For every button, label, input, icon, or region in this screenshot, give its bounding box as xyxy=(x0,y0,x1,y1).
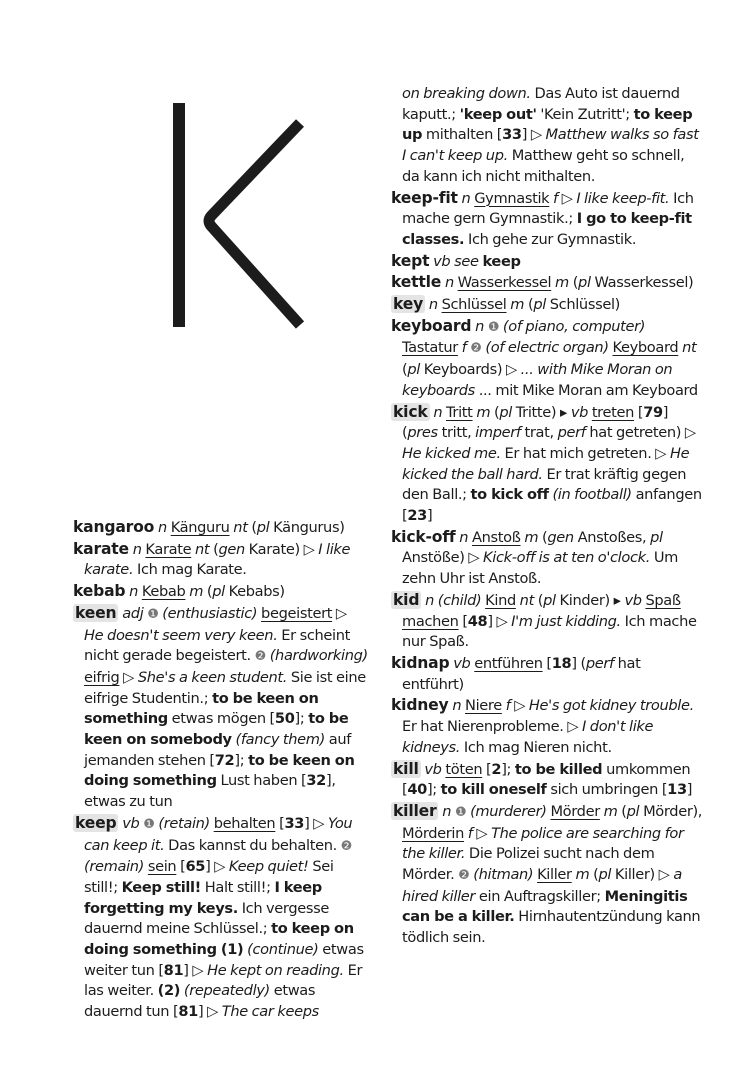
sense-number: ❷ xyxy=(340,838,352,854)
text: ▷ xyxy=(514,697,529,715)
phrase: keep xyxy=(482,252,521,270)
italic-text: n xyxy=(438,802,455,820)
italic-text: n xyxy=(441,274,458,292)
italic-text: The police are searching for the killer. xyxy=(402,824,684,863)
dictionary-entry xyxy=(391,527,703,590)
italic-text: pl xyxy=(407,361,424,379)
text: ] xyxy=(686,781,693,799)
headword: keep-fit xyxy=(391,188,458,207)
italic-text: nt xyxy=(678,339,697,357)
phrase: 2 xyxy=(491,760,502,778)
italic-text: m xyxy=(551,274,573,292)
text: tritt, xyxy=(441,424,476,442)
text: umkommen [ xyxy=(402,760,691,799)
text: Ich mache nur Spaß. xyxy=(402,612,697,651)
italic-text: n xyxy=(429,403,447,421)
text: mithalten [ xyxy=(422,126,503,144)
text: Ich gehe zur Gymnastik. xyxy=(464,230,637,248)
headword-highlighted: kill xyxy=(393,759,419,778)
text: ( xyxy=(402,361,408,379)
italic-text: pl xyxy=(626,802,644,820)
italic-text: nt xyxy=(229,519,252,536)
italic-text: (of electric organ) xyxy=(481,339,613,357)
text: Er hat Nierenprobleme. ▷ xyxy=(402,718,583,736)
text: ] ( xyxy=(571,654,586,672)
sense-number: ❶ xyxy=(454,804,467,820)
text: ]; xyxy=(294,710,309,728)
text: Um zehn Uhr ist Anstoß. xyxy=(402,549,679,588)
italic-text: perf xyxy=(585,654,618,672)
translation: behalten xyxy=(213,814,276,832)
translation: begeistert xyxy=(261,604,333,622)
text: ] ▷ xyxy=(197,1003,222,1021)
text: Keyboards) ▷ xyxy=(423,361,521,379)
text: Kinder) ▸ xyxy=(559,591,625,609)
headword: kidnap xyxy=(391,653,450,672)
phrase: to keep on doing something (1) xyxy=(84,920,354,959)
dictionary-entry xyxy=(73,603,369,813)
italic-text: m xyxy=(506,296,528,314)
italic-text: vb xyxy=(449,654,475,672)
phrase: 79 xyxy=(643,403,663,421)
dictionary-entry xyxy=(391,272,703,294)
italic-text: gen xyxy=(218,540,249,558)
phrase: to kill oneself xyxy=(440,781,547,799)
italic-text: n xyxy=(448,697,466,715)
italic-text: I like keep-fit. xyxy=(576,189,670,207)
text: Er scheint nicht gerade begeistert. xyxy=(84,626,351,665)
sense-number: ❷ xyxy=(458,868,470,884)
italic-text: vb xyxy=(624,591,646,609)
translation: Tritt xyxy=(446,403,473,421)
italic-text: f xyxy=(501,697,515,715)
italic-text: n xyxy=(125,583,142,601)
italic-text: n xyxy=(425,296,442,314)
italic-text: gen xyxy=(547,528,578,546)
text: ... mit Mike Moran am Keyboard xyxy=(474,381,698,399)
phrase: 18 xyxy=(551,654,572,672)
translation: Kind xyxy=(485,591,516,609)
italic-text: imperf xyxy=(475,424,525,442)
text: Ich mag Nieren nicht. xyxy=(460,738,612,756)
italic-text: vb xyxy=(570,403,592,421)
italic-text: He doesn't seem very keen. xyxy=(84,626,278,644)
italic-text: m xyxy=(472,403,494,421)
text: ▷ xyxy=(561,189,577,207)
text: hat getreten) ▷ xyxy=(589,424,696,442)
left-column xyxy=(73,517,369,1023)
italic-text: vb xyxy=(420,760,446,778)
text: Mörder), xyxy=(643,802,703,820)
text: Er las weiter. xyxy=(84,961,363,1000)
italic-text: n xyxy=(455,528,472,546)
italic-text: n xyxy=(154,519,171,536)
italic-text: pl xyxy=(598,866,615,884)
phrase: 33 xyxy=(284,814,305,832)
translation: Anstoß xyxy=(471,528,521,546)
phrase: to be killed xyxy=(514,760,603,778)
phrase: to be keen on something xyxy=(84,689,319,728)
sense-number: ❷ xyxy=(470,341,482,357)
text: Das kannst du behalten. xyxy=(164,836,341,854)
translation: Schlüssel xyxy=(441,296,507,314)
translation: Niere xyxy=(465,697,502,715)
italic-text: ... with Mike Moran on keyboards xyxy=(402,361,673,399)
italic-text: f xyxy=(464,824,477,842)
text: ( xyxy=(251,519,257,536)
translation: Mörder xyxy=(550,802,600,820)
headword: kangaroo xyxy=(73,518,155,536)
phrase: to be keen on doing something xyxy=(84,751,355,790)
text: [ xyxy=(458,612,468,630)
italic-text: vb xyxy=(118,814,144,832)
dictionary-entry xyxy=(391,251,703,273)
phrase: 81 xyxy=(163,961,184,979)
italic-text: perf xyxy=(557,424,590,442)
translation: Karate xyxy=(145,540,192,558)
text: Sei still!; xyxy=(84,858,334,896)
text: ( xyxy=(206,583,213,601)
italic-text: He kept on reading. xyxy=(207,961,344,979)
dictionary-entry xyxy=(391,188,703,251)
text: ▷ xyxy=(332,604,347,622)
phrase: to kick off xyxy=(470,486,549,504)
text: etwas dauernd tun [ xyxy=(84,982,316,1021)
italic-text: (retain) xyxy=(154,814,214,832)
italic-text: pl xyxy=(543,591,560,609)
text: anfangen [ xyxy=(402,486,702,525)
italic-text: The car keeps xyxy=(221,1003,319,1021)
dictionary-entry xyxy=(391,316,703,402)
headword-highlighted: keep xyxy=(75,813,117,832)
text: Matthew geht so schnell, da kann ich nicht mithalten. xyxy=(402,147,685,185)
italic-text: m xyxy=(185,583,207,601)
phrase: I go to keep-fit classes. xyxy=(402,210,692,248)
text: Kängurus) xyxy=(273,519,345,536)
phrase: 23 xyxy=(407,507,427,525)
phrase: 81 xyxy=(178,1003,198,1021)
text: Tritte) ▸ xyxy=(515,403,571,421)
italic-text: Kick-off is at ten o'clock. xyxy=(483,549,651,567)
italic-text: n xyxy=(457,189,475,207)
dictionary-entry xyxy=(391,590,703,653)
text: Killer) ▷ xyxy=(614,866,674,884)
text: ( xyxy=(542,528,548,546)
translation: töten xyxy=(445,760,483,778)
italic-text: You can keep it. xyxy=(84,814,353,854)
text: [ xyxy=(176,858,186,876)
translation: Wasserkessel xyxy=(457,274,552,292)
text: ] xyxy=(426,507,433,525)
translation: Spaß machen xyxy=(402,591,681,630)
italic-text: (enthusiastic) xyxy=(158,604,262,622)
phrase: I keep forgetting my keys. xyxy=(84,878,322,917)
dictionary-entry xyxy=(391,801,703,949)
text: ] ▷ xyxy=(205,858,229,876)
headword-highlighted: kid xyxy=(393,590,420,609)
text: Ich vergesse dauernd meine Schlüssel.; xyxy=(84,899,329,938)
text: ( xyxy=(572,274,579,292)
text: Wasserkessel) xyxy=(594,274,694,292)
italic-text: nt xyxy=(191,540,214,558)
text: Sie ist eine eifrige Studentin.; xyxy=(84,668,366,707)
text: ( xyxy=(494,403,500,421)
italic-text: (of piano, computer) xyxy=(499,317,646,335)
text: Er trat kräftig gegen den Ball.; xyxy=(402,465,687,504)
phrase: to keep up xyxy=(402,105,693,144)
italic-text: I like karate. xyxy=(84,540,351,579)
italic-text: f xyxy=(457,339,471,357)
italic-text: n xyxy=(128,540,146,558)
translation: Killer xyxy=(537,866,572,884)
phrase: 'keep out' xyxy=(459,105,537,123)
italic-text: (hitman) xyxy=(469,866,538,884)
text: ( xyxy=(213,540,219,558)
dictionary-entry xyxy=(73,813,369,1023)
headword-highlighted: key xyxy=(393,295,424,314)
translation: entführen xyxy=(474,654,543,672)
italic-text: Matthew walks so fast I can't keep up. xyxy=(402,126,699,165)
italic-text: (fancy them) xyxy=(231,731,329,749)
italic-text: (repeatedly) xyxy=(180,982,274,1000)
translation: treten xyxy=(591,403,635,421)
italic-text: a hired killer xyxy=(402,866,682,905)
phrase: 65 xyxy=(185,858,206,876)
italic-text: (hardworking) xyxy=(265,647,368,665)
text: etwas weiter tun [ xyxy=(84,941,364,979)
italic-text: pl xyxy=(212,583,229,601)
italic-text: I'm just kidding. xyxy=(511,612,621,630)
italic-text: He kicked the ball hard. xyxy=(402,444,690,483)
text: hat entführt) xyxy=(402,654,641,693)
translation: Känguru xyxy=(170,519,230,536)
text: ], etwas zu tun xyxy=(84,772,336,811)
text: ▷ xyxy=(476,824,492,842)
text: ] ( xyxy=(402,403,669,442)
italic-text: He's got kidney trouble. xyxy=(528,697,694,715)
text: etwas mögen [ xyxy=(167,710,275,728)
translation: Tastatur xyxy=(402,339,458,357)
text: [ xyxy=(482,760,492,778)
text: Kebabs) xyxy=(228,583,285,601)
headword: kidney xyxy=(391,696,449,715)
text: [ xyxy=(275,814,285,832)
phrase: 33 xyxy=(502,126,522,144)
text: ( xyxy=(527,296,534,314)
italic-text: nt xyxy=(515,591,538,609)
text: ( xyxy=(593,866,599,884)
dictionary-entry xyxy=(391,653,703,695)
italic-text: (remain) xyxy=(84,858,148,876)
phrase: to be keen on somebody xyxy=(84,710,349,749)
text: Die Polizei sucht nach dem Mörder. xyxy=(402,845,655,884)
italic-text: pres xyxy=(407,424,442,442)
italic-text: pl xyxy=(256,519,274,536)
text: Lust haben [ xyxy=(216,772,307,790)
italic-text: n xyxy=(471,317,488,335)
headword-highlighted: keen xyxy=(75,603,117,622)
text: Anstoßes, xyxy=(577,528,651,546)
italic-text: n (child) xyxy=(421,591,486,609)
italic-text: f xyxy=(549,189,562,207)
text: ] ▷ xyxy=(521,126,546,144)
headword: karate xyxy=(73,539,129,558)
italic-text: m xyxy=(571,866,594,884)
dictionary-entry xyxy=(391,294,703,316)
dictionary-entry xyxy=(391,84,703,188)
text: Er hat mich getreten. ▷ xyxy=(500,444,670,462)
text: Ich mag Karate. xyxy=(133,561,247,579)
text: Anstöße) ▷ xyxy=(402,549,484,567)
dictionary-entry xyxy=(391,402,703,527)
text: Karate) ▷ xyxy=(248,540,319,558)
italic-text: m xyxy=(599,802,622,820)
italic-text: pl xyxy=(578,274,595,292)
italic-text: (continue) xyxy=(243,941,323,959)
italic-text: He kicked me. xyxy=(402,444,501,462)
italic-text: vb see xyxy=(429,252,483,270)
right-column xyxy=(391,84,703,949)
text: sich umbringen [ xyxy=(546,781,668,799)
italic-text: pl xyxy=(533,296,550,314)
text: ]; xyxy=(234,751,249,769)
translation: eifrig xyxy=(84,668,120,686)
sense-number: ❶ xyxy=(143,816,155,832)
text: [ xyxy=(542,654,552,672)
italic-text: She's a keen student. xyxy=(137,668,288,686)
translation: Gymnastik xyxy=(474,189,550,207)
text: ] ▷ xyxy=(183,961,208,979)
phrase: 72 xyxy=(214,751,235,769)
sense-number: ❶ xyxy=(147,606,159,622)
text: ] ▷ xyxy=(487,612,512,630)
italic-text: (murderer) xyxy=(466,802,551,820)
italic-text: pl xyxy=(499,403,516,421)
phrase: 40 xyxy=(407,781,427,799)
headword: kebab xyxy=(73,582,126,601)
dictionary-entry xyxy=(73,517,369,539)
translation: sein xyxy=(147,858,177,876)
italic-text: I don't like kidneys. xyxy=(402,718,654,756)
italic-text: (in football) xyxy=(548,486,636,504)
phrase: (2) xyxy=(157,982,181,1000)
text: Halt still!; xyxy=(200,878,275,896)
text: Hirnhautentzündung kann tödlich sein. xyxy=(402,908,701,947)
translation: Kebab xyxy=(141,583,186,601)
text: Das Auto ist dauernd kaputt.; xyxy=(402,85,680,123)
section-letter-k xyxy=(160,95,310,335)
dictionary-entry xyxy=(391,759,703,801)
text: ]; xyxy=(501,760,515,778)
phrase: 50 xyxy=(274,710,295,728)
text: Ich mache gern Gymnastik.; xyxy=(402,189,694,228)
text: ]; xyxy=(426,781,441,799)
headword: kick-off xyxy=(391,527,456,546)
italic-text: m xyxy=(520,528,543,546)
phrase: Meningitis can be a killer. xyxy=(402,887,688,926)
italic-text: pl xyxy=(650,528,663,546)
italic-text: Keep quiet! xyxy=(228,858,309,876)
text: 'Kein Zutritt'; xyxy=(536,105,634,123)
text: ( xyxy=(537,591,544,609)
text: trat, xyxy=(524,424,558,442)
sense-number: ❷ xyxy=(254,649,266,665)
translation: Keyboard xyxy=(612,339,679,357)
text: ( xyxy=(621,802,627,820)
italic-text: on breaking down. xyxy=(402,85,531,102)
headword: kettle xyxy=(391,273,442,292)
phrase: Keep still! xyxy=(121,878,201,896)
text: Schlüssel) xyxy=(549,296,621,314)
text: ] ▷ xyxy=(304,814,328,832)
dictionary-entry xyxy=(73,539,369,581)
headword: kept xyxy=(391,251,430,270)
text: ▷ xyxy=(119,668,138,686)
phrase: 48 xyxy=(467,612,488,630)
italic-text: adj xyxy=(118,604,148,622)
dictionary-entry xyxy=(391,695,703,758)
phrase: 13 xyxy=(667,781,687,799)
sense-number: ❶ xyxy=(487,319,500,335)
phrase: 32 xyxy=(306,772,326,790)
dictionary-entry xyxy=(73,581,369,603)
text: [ xyxy=(634,403,644,421)
translation: Mörderin xyxy=(402,824,465,842)
headword-highlighted: kick xyxy=(393,402,428,421)
text: ein Auftragskiller; xyxy=(475,887,605,905)
headword-highlighted: killer xyxy=(393,801,437,820)
headword: keyboard xyxy=(391,316,472,335)
text: auf jemanden stehen [ xyxy=(84,731,352,769)
